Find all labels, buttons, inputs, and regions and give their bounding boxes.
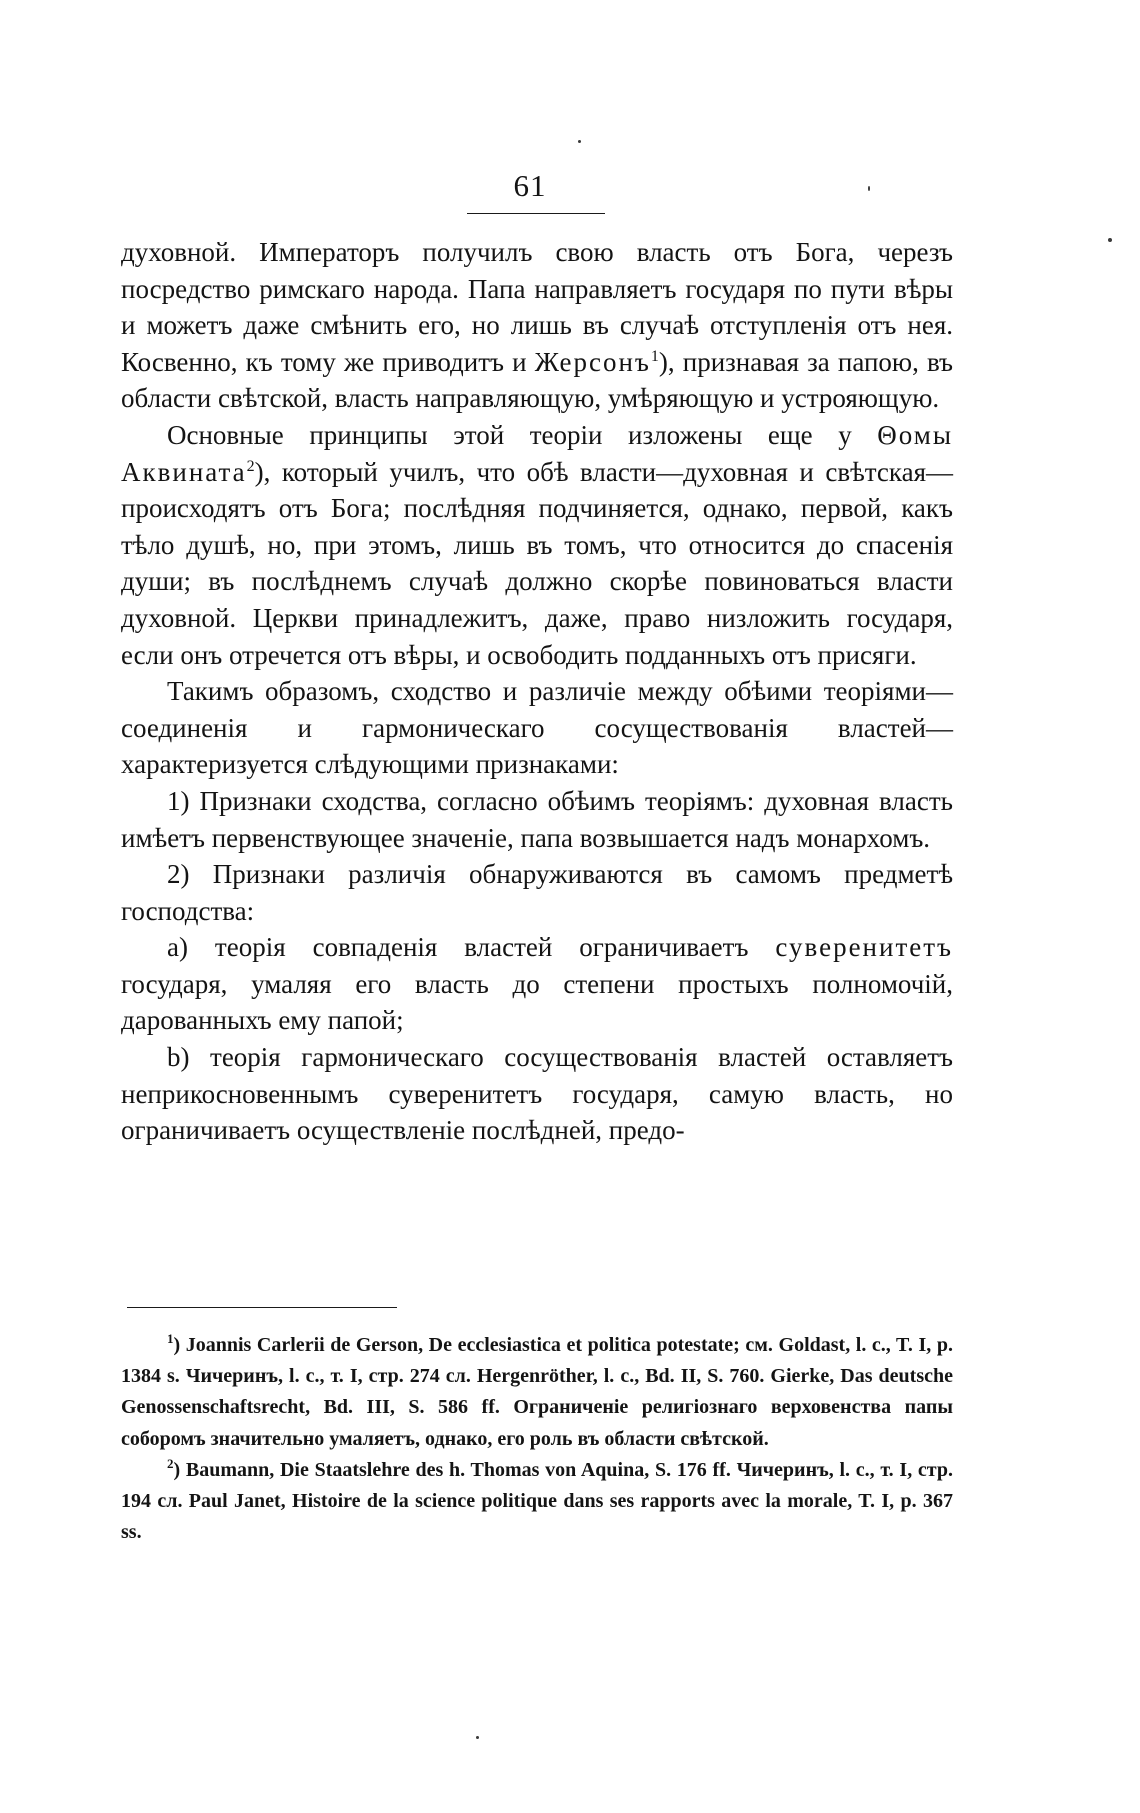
footnote-separator — [127, 1307, 397, 1308]
scan-speck — [868, 186, 870, 191]
paragraph-3: Такимъ образомъ, сходство и различіе между обѣими теоріями—соединенія и гармоническаго сосуществованія властей—характеризуется слѣдующими признаками: — [121, 676, 953, 780]
footnote-2 — [121, 1455, 953, 1549]
page-number-rule — [467, 213, 605, 214]
paragraph-2-start: Основные принципы этой теоріи изложены еще у — [167, 419, 852, 450]
paragraph-4: 1) Признаки сходства, согласно обѣимъ теоріямъ: духовная власть имѣетъ первенствующее значеніе, папа возвышается надъ монархомъ. — [121, 785, 953, 853]
footnote-1 — [121, 1330, 953, 1455]
footnote-1-mark: 1 — [167, 1331, 174, 1346]
paragraph-7: b) теорія гармоническаго сосуществованія властей оставляетъ неприкосновеннымъ суверенитетъ государя, самую власть, но ограничиваетъ осуществленіе послѣдней, предо- — [121, 1042, 953, 1146]
footnote-1-text: ) Joannis Carlerii de Gerson, De ecclesiastica et politica potestate; см. Goldast, l. c., T. I, p. 1384 s. Чичеринъ, l. c., т. I, стр. 274 сл. Hergenröther, l. c., Bd. II, S. 760. Gierke, Das deutsche Genossenschaftsrecht, Bd. III, S. 586 ff. Ограниченіе религіознаго верховенства папы соборомъ значительно умаляетъ, однако, его роль въ области свѣтской. — [121, 1334, 953, 1450]
paragraph-2-end: ), который училъ, что обѣ власти—духовная и свѣтская—происходятъ отъ Бога; послѣдняя подчиняется, однако, первой, какъ тѣло душѣ, но, при этомъ, лишь въ томъ, что относится до спасенія души; въ послѣднемъ случаѣ должно скорѣе повиноваться власти духовной. Церкви принадлежитъ, даже, право низложить государя, если онъ отречется отъ вѣры, и освободить подданныхъ отъ присяги. — [121, 456, 953, 670]
footnote-ref-2: 2 — [246, 457, 255, 475]
paragraph-1-text: духовной. Императоръ получилъ свою власть отъ Бога, черезъ посредство римскаго народа. Папа направляетъ государя по пути вѣры и можетъ даже смѣнить его, но лишь въ случаѣ отступленія отъ нея. Косвенно, къ тому же приводитъ и — [121, 237, 953, 377]
footnote-ref-1: 1 — [650, 347, 659, 365]
sovereignty-term: суверенитетъ — [775, 932, 954, 963]
scan-speck — [476, 1736, 479, 1739]
footnote-2-mark: 2 — [167, 1455, 174, 1471]
paragraph-6-end: государя, умаляя его власть до степени простыхъ полномочій, дарованныхъ ему папой; — [121, 968, 953, 1036]
footnote-2-text: ) Baumann, Die Staatslehre des h. Thomas von Aquina, S. 176 ff. Чичеринъ, l. c., т. I, стр. 194 сл. Paul Janet, Histoire de la science politique dans ses rapports avec la morale, T. I, p. 367 ss. — [121, 1458, 953, 1544]
scan-speck — [1108, 238, 1112, 242]
aquinas-name: Θомы Аквината — [121, 419, 953, 487]
paragraph-6 — [121, 929, 953, 1039]
scan-speck — [578, 140, 581, 143]
paragraph-1-end: ), признавая за папою, въ области свѣтской, власть направляющую, умѣряющую и устрояющую. — [121, 346, 954, 414]
footnotes — [121, 1330, 953, 1548]
paragraph-6-start: a) теорія совпаденія властей ограничиваетъ — [167, 932, 749, 963]
paragraph-5: 2) Признаки различія обнаруживаются въ самомъ предметѣ господства: — [121, 859, 953, 926]
paragraph-2 — [121, 417, 953, 673]
paragraph-1 — [121, 234, 953, 417]
page-number: 61 — [513, 168, 547, 203]
gerson-name: Жерсонъ — [534, 346, 651, 377]
main-text — [121, 234, 953, 1149]
